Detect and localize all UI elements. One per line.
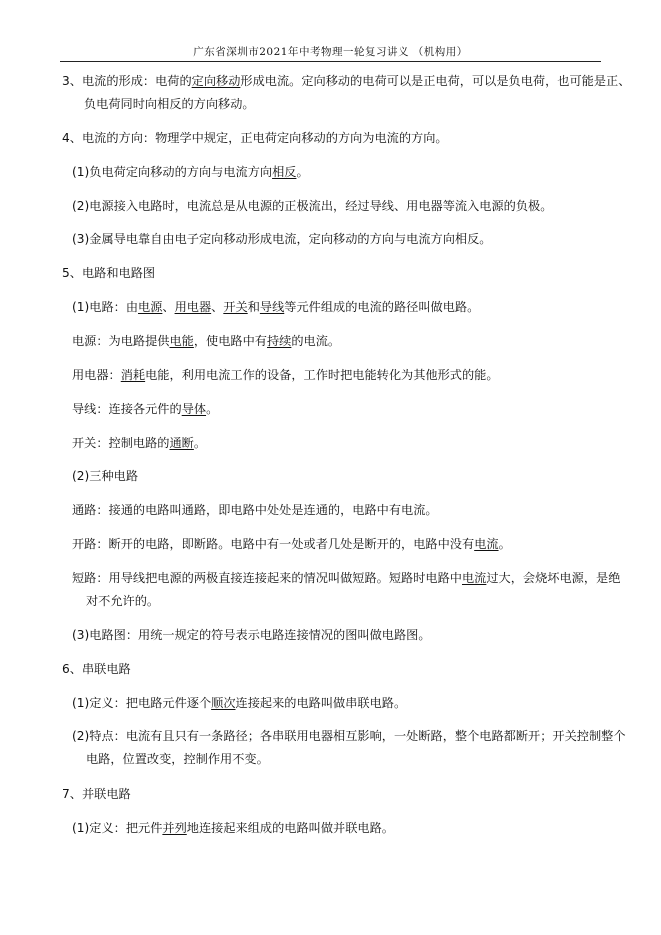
s4-title: 4、电流的方向：物理学中规定，正电荷定向移动的方向为电流的方向。 — [62, 131, 448, 145]
s5-open — [72, 534, 511, 554]
text: 过大，会烧坏电源，是绝 — [486, 571, 621, 585]
text: 电能，利用电流工作的设备，工作时把电能转化为其他形式的能。 — [145, 368, 499, 382]
s5-diagram: (3)电路图：用统一规定的符号表示电路连接情况的图叫做电路图。 — [72, 628, 431, 642]
s4-p1 — [72, 162, 309, 182]
text: 。 — [206, 402, 219, 416]
text: 。 — [498, 537, 511, 551]
text: ，使电路中有 — [193, 334, 267, 348]
text: 开路：断开的电路，即断路。电路中有一处或者几处是断开的，电路中没有 — [72, 537, 475, 551]
underlined-term: 导线 — [259, 300, 285, 314]
header-rule — [60, 61, 601, 62]
text: 。 — [193, 436, 207, 450]
s5-switch — [72, 433, 206, 453]
s6-feat2: 电路，位置改变，控制作用不变。 — [86, 752, 269, 766]
underlined-term: 顺次 — [211, 696, 236, 710]
underlined-term: 用电器 — [174, 300, 212, 314]
text: 连接起来的电路叫做串联电路。 — [235, 696, 407, 710]
text: 开关：控制电路的 — [72, 436, 170, 450]
s6-title: 6、串联电路 — [62, 662, 131, 676]
text: 短路：用导线把电源的两极直接连接起来的情况叫做短路。短路时电路中 — [72, 571, 462, 585]
text: 的电流。 — [291, 334, 341, 348]
underlined-term: 持续 — [267, 334, 292, 348]
text: (1)定义：把元件 — [72, 821, 163, 835]
s7-def — [72, 818, 394, 838]
underlined-term: 相反 — [272, 165, 297, 179]
s5-def — [72, 297, 479, 317]
text: (1)电路：由 — [72, 300, 139, 314]
underlined-term: 电能 — [169, 334, 194, 348]
text: 等元件组成的电流的路径叫做电路。 — [284, 300, 480, 314]
text: 、 — [211, 300, 224, 314]
underlined-term: 电源 — [138, 300, 163, 314]
text: 电源：为电路提供 — [72, 334, 170, 348]
text: 3、电流的形成：电荷的 — [62, 74, 192, 88]
underlined-term: 开关 — [223, 300, 248, 314]
text: 导线：连接各元件的 — [72, 402, 182, 416]
underlined-term: 通断 — [169, 436, 194, 450]
s6-feat1: (2)特点：电流有且只有一条路径；各串联用电器相互影响，一处断路，整个电路都断开；开关控制整个 — [72, 729, 626, 743]
text: 和 — [247, 300, 260, 314]
text: 形成电流。定向移动的电荷可以是正电荷，可以是负电荷，也可能是正、 — [240, 74, 631, 88]
page-header: 广东省深圳市2021年中考物理一轮复习讲义 （机构用） — [193, 46, 468, 58]
text: 地连接起来组成的电路叫做并联电路。 — [186, 821, 394, 835]
underlined-term: 电流 — [462, 571, 487, 585]
s5-closed: 通路：接通的电路叫通路，即电路中处处是连通的，电路中有电流。 — [72, 503, 438, 517]
text: (1)定义：把电路元件逐个 — [72, 696, 212, 710]
s5-three: (2)三种电路 — [72, 469, 139, 483]
underlined-term: 定向移动 — [191, 74, 241, 88]
s5-title: 5、电路和电路图 — [62, 266, 156, 280]
underlined-term: 并列 — [162, 821, 187, 835]
s6-def — [72, 693, 406, 713]
s5-source — [72, 331, 340, 351]
text: 用电器： — [72, 368, 121, 382]
text: 、 — [162, 300, 175, 314]
s4-p3: (3)金属导电靠自由电子定向移动形成电流，定向移动的方向与电流方向相反。 — [72, 232, 492, 246]
s3-line1 — [62, 71, 630, 91]
s5-short2: 对不允许的。 — [86, 594, 160, 608]
text: (1)负电荷定向移动的方向与电流方向 — [72, 165, 273, 179]
s5-wire — [72, 399, 218, 419]
s5-short1 — [72, 568, 620, 588]
s4-p2: (2)电源接入电路时，电流总是从电源的正极流出，经过导线、用电器等流入电源的负极。 — [72, 199, 553, 213]
s7-title: 7、并联电路 — [62, 787, 131, 801]
underlined-term: 消耗 — [120, 368, 146, 382]
underlined-term: 电流 — [474, 537, 499, 551]
s5-appliance — [72, 365, 499, 385]
s3-line2: 负电荷同时向相反的方向移动。 — [84, 97, 255, 111]
text: 。 — [296, 165, 309, 179]
underlined-term: 导体 — [181, 402, 207, 416]
